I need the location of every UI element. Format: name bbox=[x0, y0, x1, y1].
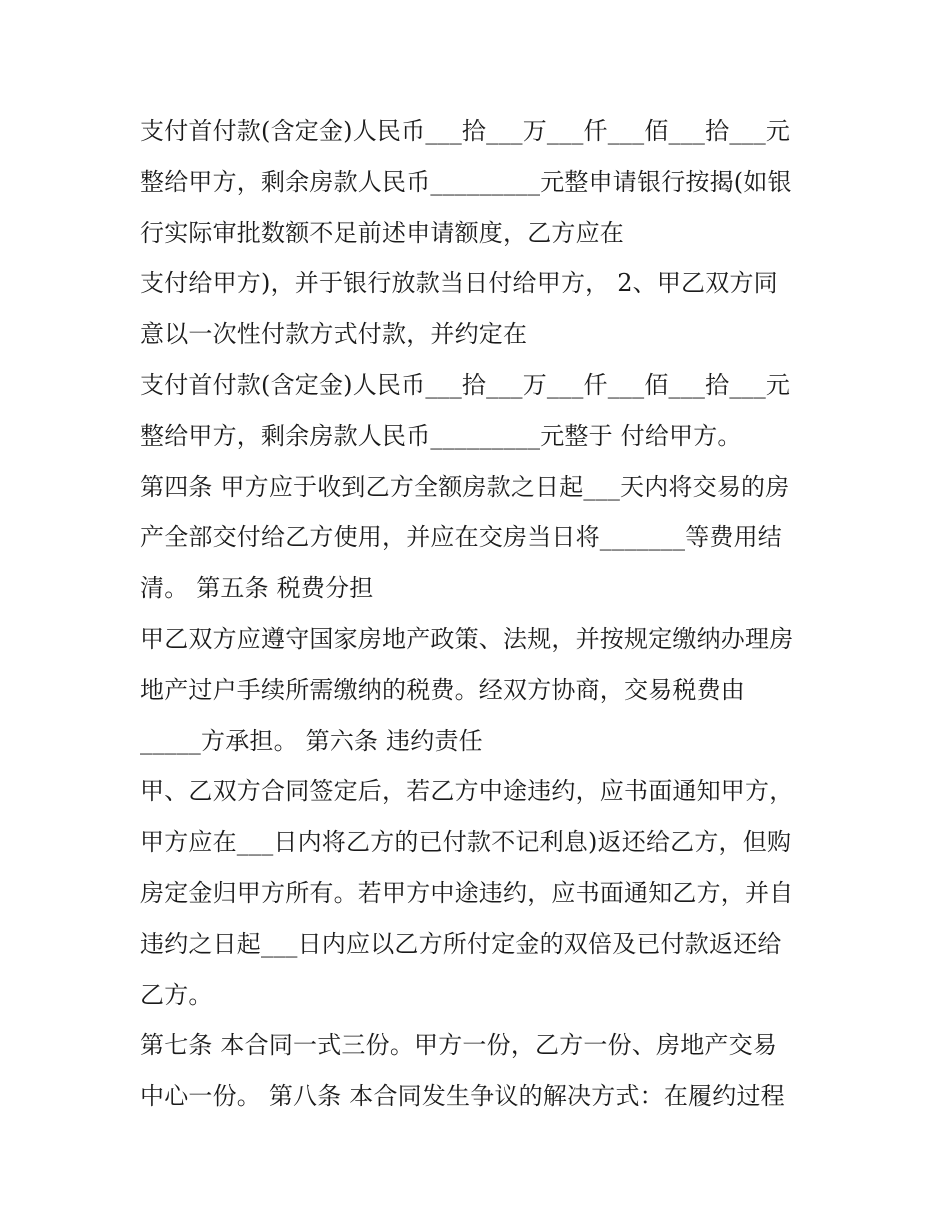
text-line: 甲乙双方应遵守国家房地产政策、法规，并按规定缴纳办理房 bbox=[140, 624, 794, 653]
document-body bbox=[140, 106, 820, 1122]
text-line: 甲方应在___日内将乙方的已付款不记利息)返还给乙方，但购 bbox=[140, 828, 792, 857]
text-line: 违约之日起___日内应以乙方所付定金的双倍及已付款返还给 bbox=[140, 929, 782, 958]
text-line: 乙方。 bbox=[140, 980, 213, 1009]
text-line: 清。 第五条 税费分担 bbox=[140, 574, 374, 603]
text-line: 整给甲方，剩余房款人民币_________元整申请银行按揭(如银 bbox=[140, 167, 792, 196]
text-line: _____方承担。 第六条 违约责任 bbox=[140, 726, 483, 755]
text-line: 支付首付款(含定金)人民币___拾___万___仟___佰___拾___元 bbox=[140, 370, 791, 399]
text-line: 意以一次性付款方式付款，并约定在 bbox=[140, 320, 528, 349]
text-line: 整给甲方，剩余房款人民币_________元整于 付给甲方。 bbox=[140, 421, 742, 450]
text-line: 地产过户手续所需缴纳的税费。经双方协商，交易税费由 bbox=[140, 675, 745, 704]
text-line: 支付给甲方)，并于银行放款当日付给甲方， 2、甲乙双方同 bbox=[140, 269, 778, 298]
text-line: 行实际审批数额不足前述申请额度，乙方应在 bbox=[140, 218, 624, 247]
text-line: 产全部交付给乙方使用，并应在交房当日将_______等费用结 bbox=[140, 523, 782, 552]
text-line: 房定金归甲方所有。若甲方中途违约，应书面通知乙方，并自 bbox=[140, 878, 794, 907]
text-line: 中心一份。 第八条 本合同发生争议的解决方式：在履约过程 bbox=[140, 1082, 785, 1111]
text-line: 支付首付款(含定金)人民币___拾___万___仟___佰___拾___元 bbox=[140, 117, 791, 145]
text-line: 甲、乙双方合同签定后，若乙方中途违约，应书面通知甲方， bbox=[140, 777, 794, 806]
text-line: 第四条 甲方应于收到乙方全额房款之日起___天内将交易的房 bbox=[140, 472, 790, 501]
text-line: 第七条 本合同一式三份。甲方一份，乙方一份、房地产交易 bbox=[140, 1031, 778, 1060]
